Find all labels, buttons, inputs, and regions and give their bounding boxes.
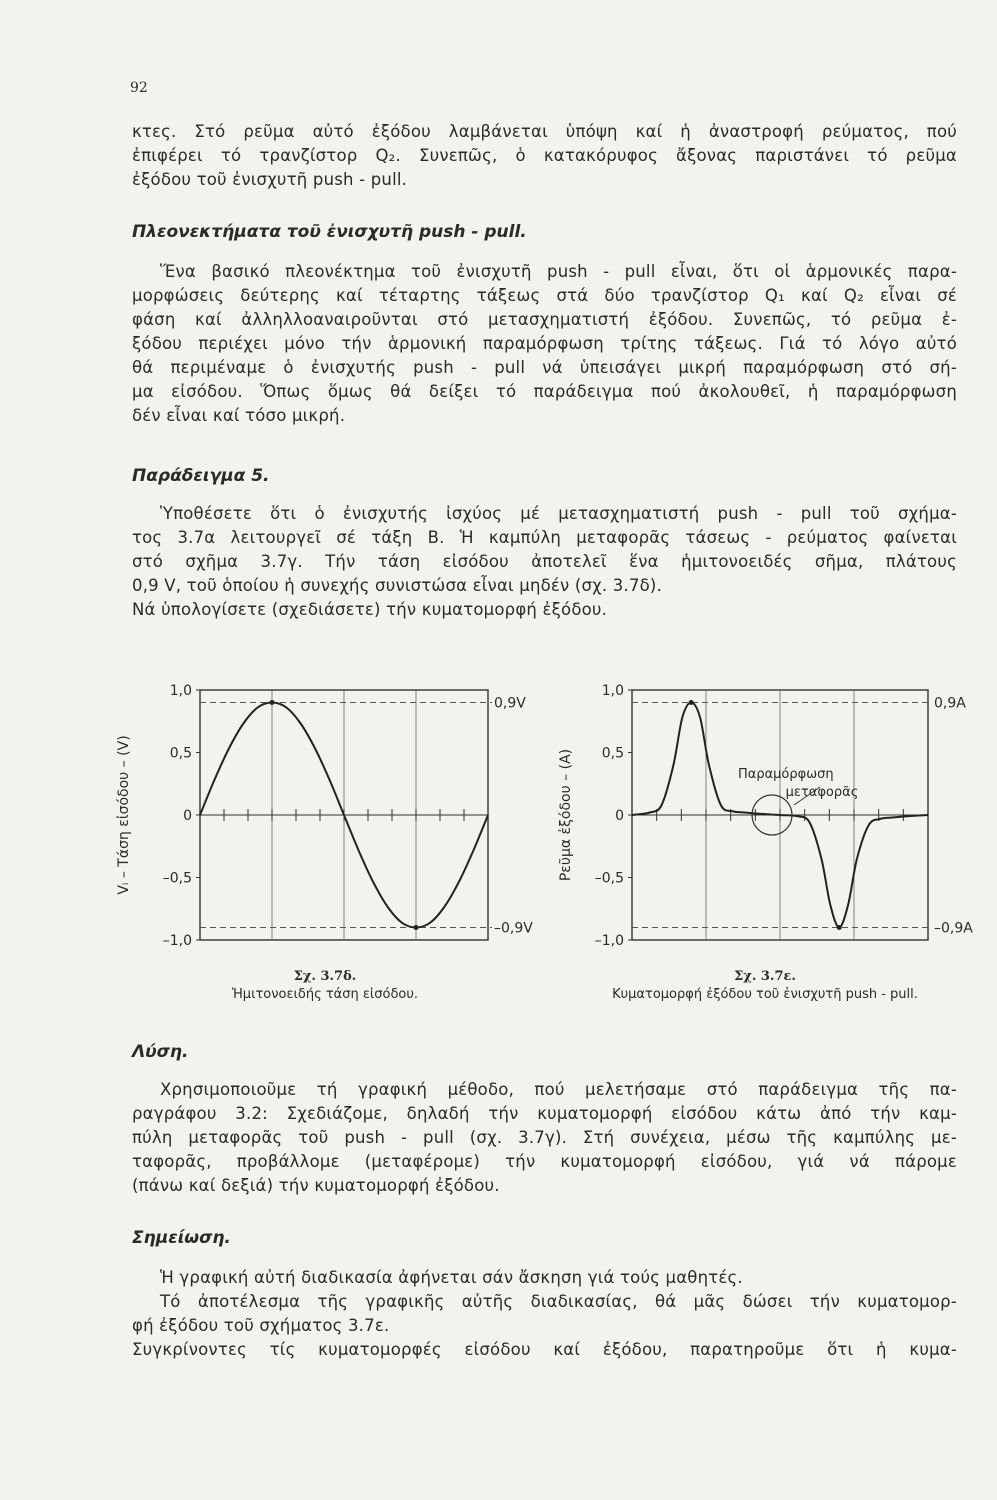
peak-label: 0,9V — [494, 695, 526, 712]
solution-paragraph — [132, 1078, 957, 1198]
annotation-label: Παραμόρφωση — [738, 767, 834, 782]
y-tick-label: 1,0 — [601, 683, 624, 699]
text-line: μα εἰσόδου. Ὅπως ὅμως θά δείξει τό παράδειγμα πού ἀκολουθεῖ, ἡ παραμόρφωση — [132, 382, 957, 401]
text-line: θά περιμέναμε ὁ ἐνισχυτής push - pull νά ὑπεισάγει μικρή παραμόρφωση στό σή- — [132, 358, 957, 377]
peak-point — [689, 700, 694, 705]
text-line: δέν εἶναι καί τόσο μικρή. — [132, 406, 346, 425]
text-line: ἐξόδου τοῦ ἐνισχυτῆ push - pull. — [132, 170, 408, 189]
figure-caption-text: Κυματομορφή ἐξόδου τοῦ ἐνισχυτῆ push - pull. — [612, 987, 918, 1002]
text-line: Ὑποθέσετε ὅτι ὁ ἐνισχυτής ἰσχύος μέ μετασχηματιστή push - pull τοῦ σχήμα- — [160, 504, 957, 523]
text-line: Νά ὑπολογίσετε (σχεδιάσετε) τήν κυματομορφή ἐξόδου. — [132, 600, 608, 619]
text-line: Συγκρίνοντες τίς κυματομορφές εἰσόδου καί ἐξόδου, παρατηροῦμε ὅτι ἡ κυμα- — [132, 1340, 957, 1359]
page-number: 92 — [130, 80, 148, 96]
text-line: Ἕνα βασικό πλεονέκτημα τοῦ ἐνισχυτῆ push - pull εἶναι, ὅτι οἱ ἁρμονικές παρα- — [160, 262, 957, 281]
heading-advantages: Πλεονεκτήματα τοῦ ἐνισχυτῆ push - pull. — [132, 222, 527, 242]
y-tick-label: –0,5 — [162, 870, 192, 887]
y-tick-label: 0 — [615, 808, 624, 824]
y-axis-label: Vᵢ – Τάση εἰσόδου – (V) — [116, 735, 132, 895]
figure-caption-input — [200, 968, 450, 1004]
text-line: ξόδου περιέχει μόνο τήν ἁρμονική παραμόρφωση τρίτης τάξεως. Γιά τό λόγο αὐτό — [132, 334, 957, 353]
text-line: (πάνω καί δεξιά) τήν κυματομορφή ἐξόδου. — [132, 1176, 500, 1195]
figure-number: Σχ. 3.7ε. — [734, 969, 796, 984]
output-current-chart — [550, 660, 990, 960]
y-tick-label: 1,0 — [169, 683, 192, 699]
peak-label: –0,9V — [494, 920, 533, 937]
advantages-paragraph — [132, 260, 957, 428]
peak-label: –0,9A — [934, 920, 973, 937]
text-line: μορφώσεις δεύτερης καί τέταρτης τάξεως στά δύο τρανζίστορ Q₁ καί Q₂ εἶναι σέ — [132, 286, 957, 305]
figure-caption-output — [560, 968, 970, 1004]
y-tick-label: –0,5 — [594, 870, 624, 887]
text-line: πύλη μεταφορᾶς τοῦ push - pull (σχ. 3.7γ). Στή συνέχεια, μέσω τῆς καμπύλης με- — [132, 1128, 957, 1147]
heading-note: Σημείωση. — [132, 1228, 231, 1248]
peak-point — [270, 700, 275, 705]
text-line: φάση καί ἀλληλλοαναιροῦνται στό μετασχηματιστή ἐξόδου. Συνεπῶς, τό ρεῦμα ἐ- — [132, 310, 957, 329]
text-line: τος 3.7α λειτουργεῖ σέ τάξη Β. Ἡ καμπύλη μεταφορᾶς τάσεως - ρεύματος φαίνεται — [132, 528, 957, 547]
text-line: στό σχῆμα 3.7γ. Τήν τάση εἰσόδου ἀποτελεῖ ἕνα ἡμιτονοειδές σῆμα, πλάτους — [132, 552, 957, 571]
text-line: 0,9 V, τοῦ ὁποίου ἡ συνεχής συνιστώσα εἶναι μηδέν (σχ. 3.7δ). — [132, 576, 663, 595]
figure-number: Σχ. 3.7δ. — [293, 969, 357, 984]
annotation-label: μεταφορᾶς — [785, 785, 859, 800]
y-tick-label: –1,0 — [162, 933, 192, 949]
peak-point — [414, 925, 419, 930]
text-line: κτες. Στό ρεῦμα αὐτό ἐξόδου λαμβάνεται ὑπόψη καί ἡ ἀναστροφή ρεύματος, πού — [132, 122, 957, 141]
intro-paragraph — [132, 120, 957, 192]
y-tick-label: 0 — [183, 808, 192, 824]
figure-caption-text: Ἡμιτονοειδής τάση εἰσόδου. — [231, 987, 419, 1002]
y-axis-label: Ρεῦμα ἐξόδου – (A) — [558, 748, 574, 882]
text-line: Τό ἀποτέλεσμα τῆς γραφικῆς αὐτῆς διαδικασίας, θά μᾶς δώσει τήν κυματομορ- — [160, 1292, 957, 1311]
y-tick-label: 0,5 — [169, 745, 192, 762]
text-line: ραγράφου 3.2: Σχεδιάζομε, δηλαδή τήν κυματομορφή εἰσόδου κάτω ἀπό τήν καμ- — [132, 1104, 957, 1123]
text-line: ταφορᾶς, προβάλλομε (μεταφέρομε) τήν κυματομορφή εἰσόδου, γιά νά πάρομε — [132, 1152, 957, 1171]
text-line: Χρησιμοποιοῦμε τή γραφική μέθοδο, πού μελετήσαμε στό παράδειγμα τῆς πα- — [160, 1080, 957, 1099]
note-paragraph — [132, 1266, 957, 1362]
example-paragraph — [132, 502, 957, 622]
text-line: φή ἐξόδου τοῦ σχήματος 3.7ε. — [132, 1316, 390, 1335]
text-line: Ἡ γραφική αὐτή διαδικασία ἀφήνεται σάν ἄσκηση γιά τούς μαθητές. — [160, 1268, 743, 1287]
y-tick-label: 0,5 — [601, 745, 624, 762]
heading-solution: Λύση. — [132, 1042, 189, 1062]
heading-example: Παράδειγμα 5. — [132, 466, 270, 486]
input-sine-chart — [112, 660, 552, 960]
y-tick-label: –1,0 — [594, 933, 624, 949]
peak-label: 0,9A — [934, 695, 966, 712]
text-line: ἐπιφέρει τό τρανζίστορ Q₂. Συνεπῶς, ὁ κατακόρυφος ἄξονας παριστάνει τό ρεῦμα — [132, 146, 957, 165]
peak-point — [837, 925, 842, 930]
